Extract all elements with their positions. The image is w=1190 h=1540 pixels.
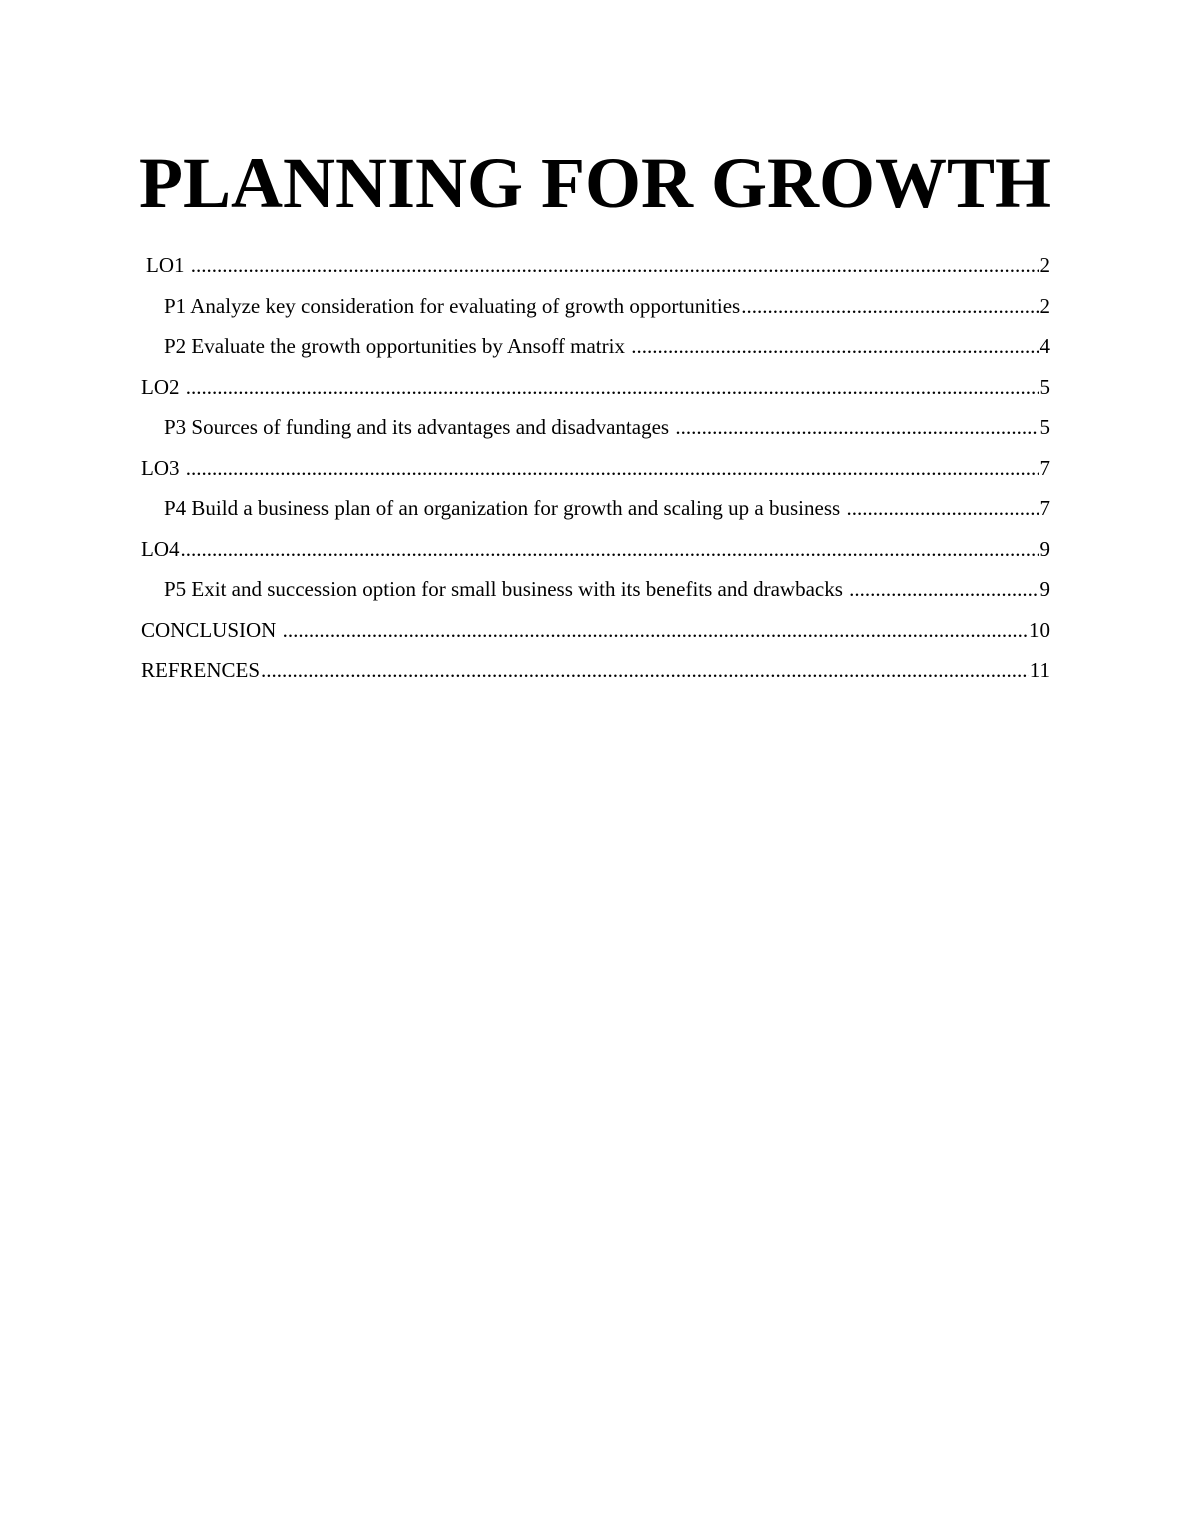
toc-entry-label: P5 Exit and succession option for small business with its benefits and drawbacks — [164, 577, 843, 601]
toc-entry-label: P3 Sources of funding and its advantages and disadvantages — [164, 415, 670, 439]
toc-entry-label: P1 Analyze key consideration for evaluating of growth opportunities — [164, 293, 741, 318]
toc-page-number: 9 — [1039, 536, 1050, 561]
table-of-contents — [141, 250, 1050, 696]
toc-entry-lo2[interactable] — [141, 372, 1050, 413]
toc-page-number: 7 — [1039, 455, 1050, 480]
toc-entry-p4[interactable] — [141, 493, 1050, 534]
toc-entry-p3[interactable] — [141, 412, 1050, 453]
toc-dot-leader — [846, 493, 1038, 523]
toc-dot-leader — [675, 412, 1038, 442]
toc-dot-leader — [186, 453, 1039, 483]
toc-page-number: 10 — [1029, 617, 1050, 642]
toc-entry-label: P2 Evaluate the growth opportunities by Ansoff matrix — [164, 334, 625, 358]
toc-entry-label: P4 Build a business plan of an organization for growth and scaling up a business — [164, 496, 841, 520]
toc-dot-leader — [191, 250, 1039, 280]
toc-dot-leader — [741, 291, 1038, 321]
toc-entry-references[interactable] — [141, 655, 1050, 696]
toc-entry-label: LO2 — [141, 374, 180, 399]
document-title: PLANNING FOR GROWTH — [138, 143, 1052, 223]
toc-page-number: 4 — [1039, 334, 1050, 358]
toc-entry-label: LO1 — [146, 253, 185, 277]
toc-entry-label: LO4 — [141, 536, 180, 561]
toc-entry-label: REFRENCES — [141, 658, 261, 682]
toc-entry-lo3[interactable] — [141, 453, 1050, 494]
toc-page-number: 5 — [1039, 374, 1050, 399]
toc-dot-leader — [261, 655, 1029, 685]
toc-entry-lo4[interactable] — [141, 534, 1050, 575]
toc-entry-conclusion[interactable] — [141, 615, 1050, 656]
toc-dot-leader — [283, 615, 1028, 645]
toc-entry-p2[interactable] — [141, 331, 1050, 372]
toc-page-number: 9 — [1039, 577, 1050, 601]
toc-page-number: 5 — [1039, 415, 1050, 439]
toc-page-number: 2 — [1039, 293, 1050, 318]
toc-dot-leader — [849, 574, 1038, 604]
toc-entry-p5[interactable] — [141, 574, 1050, 615]
toc-page-number: 11 — [1029, 658, 1050, 682]
toc-page-number: 2 — [1039, 253, 1050, 277]
toc-dot-leader — [186, 372, 1039, 402]
toc-dot-leader — [181, 534, 1039, 564]
toc-dot-leader — [631, 331, 1038, 361]
toc-entry-p1[interactable] — [141, 291, 1050, 332]
toc-page-number: 7 — [1039, 496, 1050, 520]
toc-entry-label: CONCLUSION — [141, 617, 277, 642]
toc-entry-label: LO3 — [141, 455, 180, 480]
toc-entry-lo1[interactable] — [141, 250, 1050, 291]
